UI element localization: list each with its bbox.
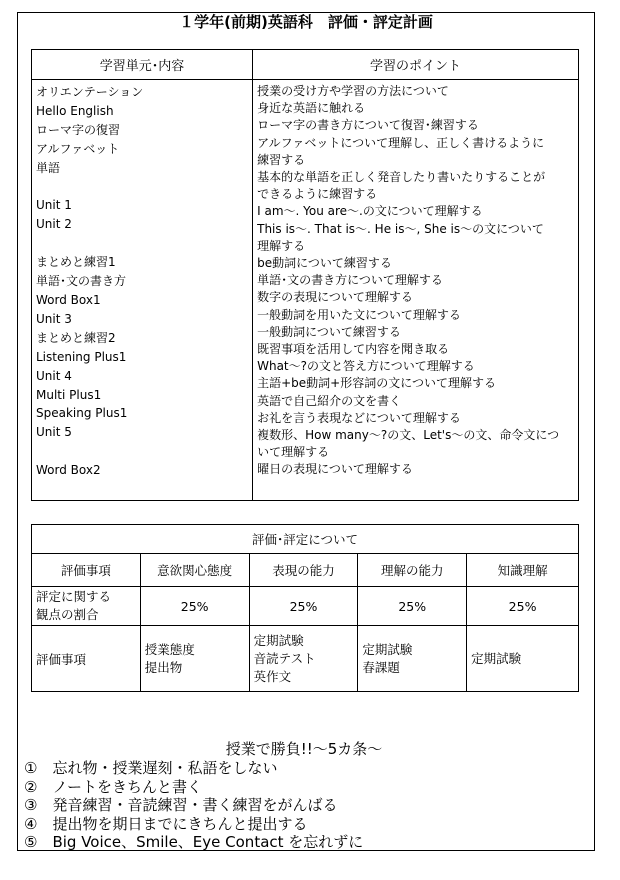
point-item: いて理解する bbox=[257, 445, 330, 460]
point-item: アルファベットについて理解し、正しく書けるように bbox=[257, 135, 545, 150]
unit-item: Unit 4 bbox=[36, 368, 72, 383]
assessment-knowledge bbox=[467, 626, 579, 692]
unit-item: 単語･文の書き方 bbox=[36, 274, 127, 289]
ratio-label-line1: 評定に関する bbox=[36, 589, 112, 604]
unit-item: Unit 1 bbox=[36, 198, 72, 213]
assessment-entry: 定期試験 bbox=[362, 641, 413, 657]
point-item: 理解する bbox=[257, 238, 306, 253]
rule-item: ② ノートをきちんと書く bbox=[24, 777, 202, 796]
unit-item: まとめと練習2 bbox=[36, 330, 116, 345]
point-item: 複数形、How many～?の文、Let's～の文、命令文につ bbox=[257, 428, 560, 443]
rule-item: ⑤ Big Voice、Smile、Eye Contact を忘れずに bbox=[24, 833, 364, 851]
rules-heading: 授業で勝負!!～5カ条～ bbox=[225, 740, 383, 758]
assessment-entry: 授業態度 bbox=[144, 641, 195, 657]
point-item: be動詞について練習する bbox=[257, 256, 392, 271]
ratio-label-line2: 観点の割合 bbox=[36, 607, 99, 622]
point-list-cell bbox=[253, 80, 579, 501]
category-motivation: 意欲関心態度 bbox=[140, 554, 249, 587]
point-item: 授業の受け方や学習の方法について bbox=[257, 84, 449, 98]
unit-column-header: 学習単元･内容 bbox=[32, 50, 253, 80]
unit-item: Unit 5 bbox=[36, 425, 72, 440]
unit-list-cell bbox=[32, 80, 253, 501]
point-item: 曜日の表現について理解する bbox=[257, 462, 413, 477]
point-item: 主語+be動詞+形容詞の文について理解する bbox=[257, 376, 496, 391]
unit-item: アルファベット bbox=[36, 141, 120, 156]
assessment-entry: 定期試験 bbox=[471, 650, 522, 666]
unit-list bbox=[36, 83, 248, 480]
unit-item bbox=[36, 234, 248, 253]
assessment-entry: 英作文 bbox=[253, 668, 292, 684]
unit-item bbox=[36, 178, 248, 197]
unit-item: Hello English bbox=[36, 103, 114, 118]
point-item: 単語･文の書き方について理解する bbox=[257, 273, 443, 288]
unit-item: Speaking Plus1 bbox=[36, 406, 128, 421]
point-item: 既習事項を活用して内容を聞き取る bbox=[257, 342, 450, 357]
point-item: 基本的な単語を正しく発音したり書いたりすることが bbox=[257, 170, 546, 185]
study-plan-table bbox=[31, 49, 579, 501]
point-item: 一般動詞について練習する bbox=[257, 324, 401, 339]
assessment-entry: 春課題 bbox=[362, 659, 400, 675]
ratio-knowledge: 25% bbox=[467, 587, 579, 626]
evaluation-item-label: 評価事項 bbox=[32, 554, 141, 587]
point-item: 身近な英語に触れる bbox=[257, 101, 366, 116]
unit-item bbox=[36, 442, 248, 461]
point-item: 数字の表現について理解する bbox=[257, 290, 413, 305]
point-item: What～?の文と答え方について理解する bbox=[257, 359, 475, 374]
category-expression: 表現の能力 bbox=[249, 554, 358, 587]
point-column-header: 学習のポイント bbox=[253, 50, 579, 80]
point-item: お礼を言う表現などについて理解する bbox=[257, 410, 461, 425]
assessment-comprehension bbox=[358, 626, 467, 692]
evaluation-table bbox=[31, 524, 579, 692]
class-rules bbox=[24, 740, 584, 852]
assessment-entry: 音読テスト bbox=[253, 650, 316, 666]
unit-item: まとめと練習1 bbox=[36, 255, 116, 270]
unit-item: Word Box1 bbox=[36, 292, 101, 307]
category-knowledge: 知識理解 bbox=[467, 554, 579, 587]
rule-item: ① 忘れ物・授業遅刻・私語をしない bbox=[24, 759, 278, 777]
point-item: I am～. You are～.の文について理解する bbox=[257, 204, 483, 219]
category-comprehension: 理解の能力 bbox=[358, 554, 467, 587]
point-item: できるように練習する bbox=[257, 187, 378, 202]
ratio-motivation: 25% bbox=[140, 587, 249, 626]
point-item: 英語で自己紹介の文を書く bbox=[257, 393, 402, 408]
page-title: １学年(前期)英語科 評価・評定計画 bbox=[179, 13, 433, 31]
assessment-entry: 定期試験 bbox=[253, 632, 304, 648]
assessment-entry: 提出物 bbox=[144, 659, 183, 675]
assessment-item-label: 評価事項 bbox=[32, 626, 141, 692]
point-item: 練習する bbox=[257, 152, 306, 167]
unit-item: Unit 3 bbox=[36, 311, 72, 326]
ratio-expression: 25% bbox=[249, 587, 358, 626]
point-item: ローマ字の書き方について復習･練習する bbox=[257, 118, 479, 133]
unit-item: Word Box2 bbox=[36, 463, 101, 478]
point-item: This is～. That is～. He is～, She is～の文について bbox=[257, 221, 544, 236]
point-item: 一般動詞を用いた文について理解する bbox=[257, 307, 461, 322]
document-frame bbox=[17, 12, 595, 851]
assessment-motivation bbox=[140, 626, 249, 692]
unit-item: オリエンテーション bbox=[36, 85, 144, 99]
rule-item: ③ 発音練習・音読練習・書く練習をがんばる bbox=[24, 796, 338, 814]
ratio-label bbox=[32, 587, 141, 626]
assessment-expression bbox=[249, 626, 358, 692]
unit-item: Unit 2 bbox=[36, 217, 72, 232]
unit-item: 単語 bbox=[36, 160, 61, 175]
point-list bbox=[257, 83, 574, 479]
evaluation-header: 評価･評定について bbox=[32, 525, 579, 554]
unit-item: Listening Plus1 bbox=[36, 349, 127, 364]
unit-item: Multi Plus1 bbox=[36, 387, 102, 402]
unit-item: ローマ字の復習 bbox=[36, 122, 121, 137]
ratio-comprehension: 25% bbox=[358, 587, 467, 626]
rule-item: ④ 提出物を期日までにきちんと提出する bbox=[24, 814, 308, 833]
